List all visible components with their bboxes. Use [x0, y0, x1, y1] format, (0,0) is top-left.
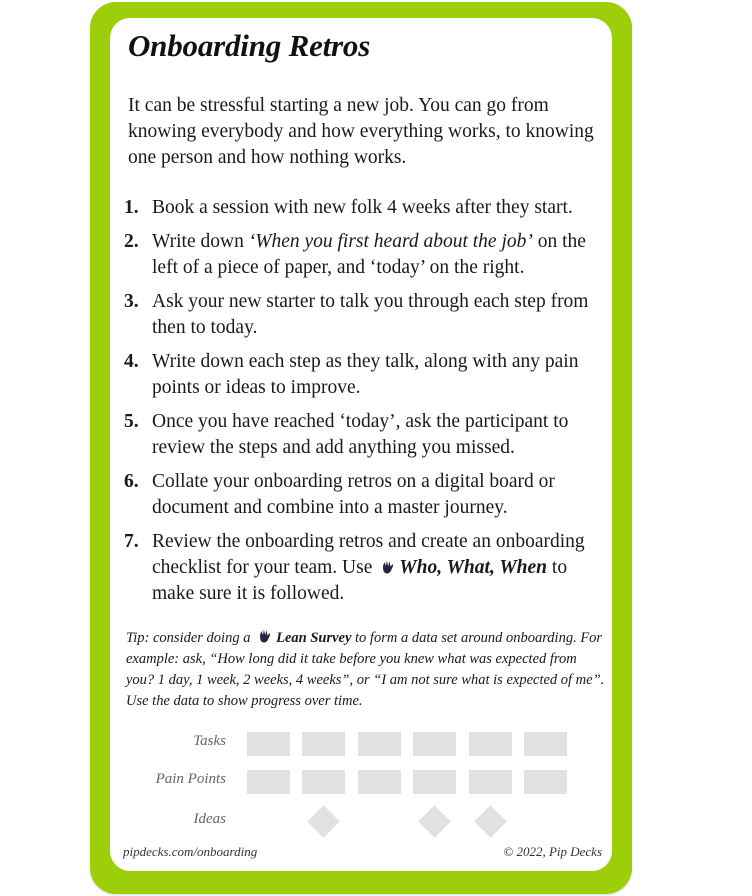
task-box	[413, 732, 456, 756]
step-number: 5.	[124, 411, 139, 432]
grid-label-ideas: Ideas	[193, 811, 226, 827]
grid-label-pain-points: Pain Points	[155, 771, 226, 787]
pain-point-box	[469, 770, 512, 794]
step-number: 6.	[124, 471, 139, 492]
step-number: 3.	[124, 291, 139, 312]
grid-label-tasks: Tasks	[193, 733, 226, 749]
step-item	[124, 409, 594, 461]
step-number: 4.	[124, 351, 139, 372]
pain-point-box	[413, 770, 456, 794]
step-item	[124, 289, 594, 341]
step-text-part: Collate your onboarding retros on a digital board or document and combine into a master journey.	[152, 471, 555, 518]
hand-icon	[257, 628, 273, 644]
task-box	[469, 732, 512, 756]
step-text-part: Write down each step as they talk, along with any pain points or ideas to improve.	[152, 351, 579, 398]
step-item	[124, 349, 594, 401]
step-item	[124, 195, 594, 221]
pain-point-box	[358, 770, 401, 794]
step-text-part: to make sure it is followed.	[152, 557, 568, 604]
card-title: Onboarding Retros	[128, 28, 371, 63]
task-box	[524, 732, 567, 756]
task-box	[358, 732, 401, 756]
task-box	[247, 732, 290, 756]
step-text-part: Book a session with new folk 4 weeks after they start.	[152, 197, 573, 218]
step-item	[124, 529, 594, 607]
intro-text: It can be stressful starting a new job. You can go from knowing everybody and how everything works, to knowing one person and how nothing works.	[128, 95, 594, 168]
step-text	[152, 409, 594, 461]
step-text	[152, 229, 594, 281]
step-number: 7.	[124, 531, 139, 552]
step-text-part: Review the onboarding retros and create an onboarding checklist for your team. Use	[152, 531, 585, 578]
step-number: 1.	[124, 197, 139, 218]
step-text	[152, 469, 594, 521]
lean-survey-link[interactable]: Lean Survey	[276, 630, 352, 646]
hand-icon	[380, 559, 396, 575]
steps-list	[124, 195, 594, 615]
step-number: 2.	[124, 231, 139, 252]
who-what-when-link[interactable]: Who, What, When	[399, 557, 548, 578]
task-box	[302, 732, 345, 756]
step-text-part: Ask your new starter to talk you through each step from then to today.	[152, 291, 589, 338]
pain-point-box	[247, 770, 290, 794]
step-text	[152, 289, 594, 341]
step-item	[124, 469, 594, 521]
step-text	[152, 195, 594, 221]
step-text-part: Once you have reached ‘today’, ask the participant to review the steps and add anything you missed.	[152, 411, 569, 458]
footer-copyright: © 2022, Pip Decks	[503, 844, 602, 859]
tip-text	[126, 628, 606, 712]
step-item	[124, 229, 594, 281]
step-text	[152, 529, 594, 607]
footer-url[interactable]: pipdecks.com/onboarding	[123, 844, 258, 859]
step-text-part: on the left of a piece of paper, and ‘today’ on the right.	[152, 231, 586, 278]
step-text	[152, 349, 594, 401]
pain-point-box	[524, 770, 567, 794]
pain-point-box	[302, 770, 345, 794]
tip-prefix: Tip: consider doing a	[126, 630, 255, 646]
step-emphasis: ‘When you first heard about the job’	[248, 231, 533, 252]
step-text-part: Write down	[152, 231, 249, 252]
tip-suffix: to form a data set around onboarding. For example: ask, “How long did it take before you knew what was expected from you? 1 day, 1 week, 2 weeks, 4 weeks”, or “I am not sure what is expected of me”. Use the data to show progress over time.	[126, 630, 605, 709]
